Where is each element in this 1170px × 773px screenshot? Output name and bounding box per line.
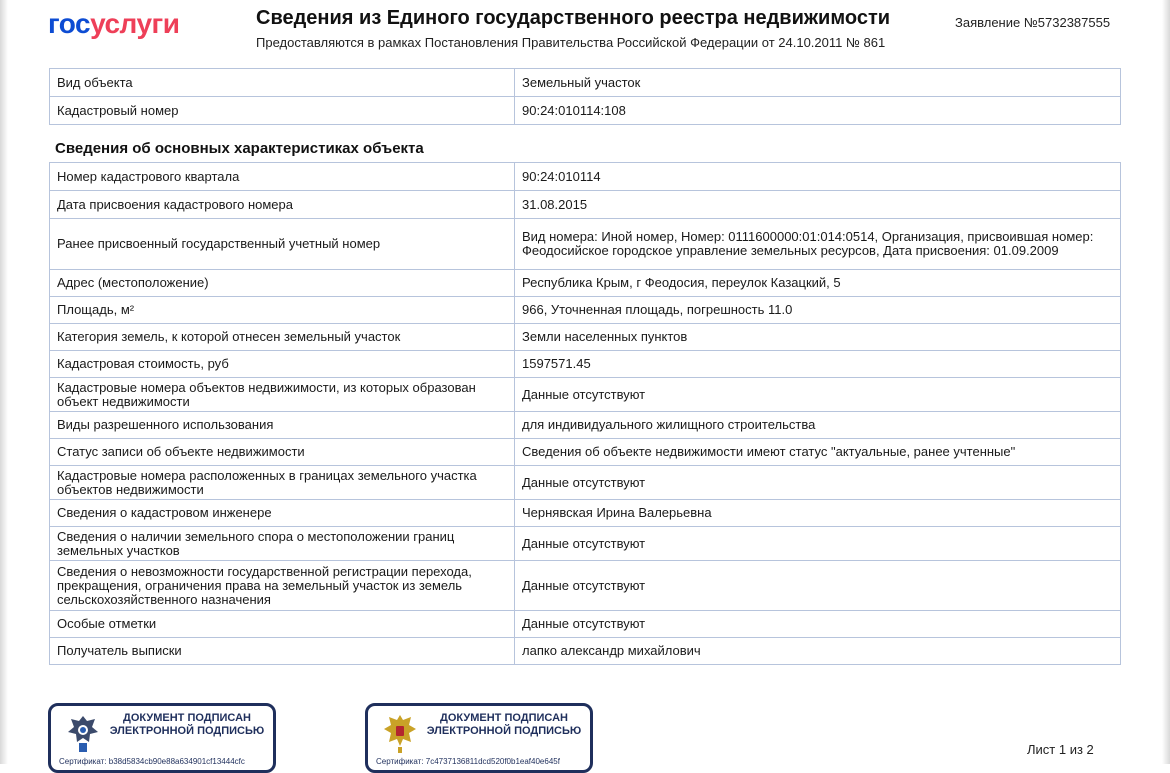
stamp-text: ДОКУМЕНТ ПОДПИСАН ЭЛЕКТРОННОЙ ПОДПИСЬЮ	[109, 712, 265, 737]
row-value: Данные отсутствуют	[515, 378, 1121, 412]
table-row	[50, 412, 1121, 439]
row-value: 1597571.45	[515, 351, 1121, 378]
table-row	[50, 219, 1121, 270]
row-label: Сведения о наличии земельного спора о местоположении границ земельных участков	[50, 527, 515, 561]
rosreestr-emblem-icon	[65, 712, 101, 756]
document-header	[0, 0, 1170, 62]
row-label: Особые отметки	[50, 611, 515, 638]
table-row	[50, 611, 1121, 638]
row-value: 90:24:010114:108	[515, 97, 1121, 125]
row-label: Площадь, м²	[50, 297, 515, 324]
section-title: Сведения об основных характеристиках объекта	[55, 140, 424, 157]
table-row	[50, 638, 1121, 665]
row-label: Номер кадастрового квартала	[50, 163, 515, 191]
row-label: Дата присвоения кадастрового номера	[50, 191, 515, 219]
table-row	[50, 561, 1121, 611]
row-value: Республика Крым, г Феодосия, переулок Казацкий, 5	[515, 270, 1121, 297]
row-label: Виды разрешенного использования	[50, 412, 515, 439]
document-subtitle: Предоставляются в рамках Постановления Правительства Российской Федерации от 24.10.2011 № 861	[256, 35, 886, 50]
table-row	[50, 351, 1121, 378]
row-value: лапко александр михайлович	[515, 638, 1121, 665]
certificate-id: Сертификат: 7c4737136811dcd520f0b1eaf40e645f	[376, 757, 560, 766]
row-label: Статус записи об объекте недвижимости	[50, 439, 515, 466]
logo-part-uslugi: услуги	[90, 8, 180, 39]
table-row	[50, 378, 1121, 412]
row-label: Кадастровые номера объектов недвижимости, из которых образован объект недвижимости	[50, 378, 515, 412]
gosuslugi-logo	[48, 8, 179, 40]
row-value: Сведения об объекте недвижимости имеют статус "актуальные, ранее учтенные"	[515, 439, 1121, 466]
stamp-text: ДОКУМЕНТ ПОДПИСАН ЭЛЕКТРОННОЙ ПОДПИСЬЮ	[426, 712, 582, 737]
table-row	[50, 500, 1121, 527]
table-row	[50, 324, 1121, 351]
row-label: Кадастровая стоимость, руб	[50, 351, 515, 378]
row-label: Категория земель, к которой отнесен земельный участок	[50, 324, 515, 351]
row-value: 31.08.2015	[515, 191, 1121, 219]
russian-coat-of-arms-icon	[382, 712, 418, 756]
row-value: 966, Уточненная площадь, погрешность 11.0	[515, 297, 1121, 324]
row-value: Данные отсутствуют	[515, 527, 1121, 561]
logo-part-gos: гос	[48, 8, 91, 39]
characteristics-table	[49, 162, 1121, 665]
table-row	[50, 527, 1121, 561]
table-row	[50, 466, 1121, 500]
page-indicator: Лист 1 из 2	[1027, 742, 1094, 757]
table-row	[50, 97, 1121, 125]
row-value: Земельный участок	[515, 69, 1121, 97]
row-label: Вид объекта	[50, 69, 515, 97]
row-value: Данные отсутствуют	[515, 561, 1121, 611]
row-value: 90:24:010114	[515, 163, 1121, 191]
row-label: Ранее присвоенный государственный учетный номер	[50, 219, 515, 270]
page-shadow-left	[0, 0, 8, 764]
table-row	[50, 439, 1121, 466]
row-value: Данные отсутствуют	[515, 611, 1121, 638]
table-row	[50, 297, 1121, 324]
row-label: Получатель выписки	[50, 638, 515, 665]
page-shadow-right	[1162, 0, 1170, 764]
row-label: Адрес (местоположение)	[50, 270, 515, 297]
row-value: для индивидуального жилищного строительства	[515, 412, 1121, 439]
row-value: Чернявская Ирина Валерьевна	[515, 500, 1121, 527]
row-label: Кадастровый номер	[50, 97, 515, 125]
e-signature-stamp	[365, 703, 593, 773]
row-value: Вид номера: Иной номер, Номер: 0111600000:01:014:0514, Организация, присвоившая номер: Феодосийское городское управление земельных ресурсов, Дата присвоения: 01.09.2009	[515, 219, 1121, 270]
row-value: Земли населенных пунктов	[515, 324, 1121, 351]
row-value: Данные отсутствуют	[515, 466, 1121, 500]
document-title: Сведения из Единого государственного реестра недвижимости	[256, 7, 891, 29]
table-row	[50, 163, 1121, 191]
e-signature-stamp	[48, 703, 276, 773]
object-table	[49, 68, 1121, 125]
certificate-id: Сертификат: b38d5834cb90e88a634901cf13444cfc	[59, 757, 245, 766]
application-number: Заявление №5732387555	[955, 15, 1111, 30]
table-row	[50, 69, 1121, 97]
table-row	[50, 270, 1121, 297]
row-label: Кадастровые номера расположенных в границах земельного участка объектов недвижимости	[50, 466, 515, 500]
table-row	[50, 191, 1121, 219]
row-label: Сведения о кадастровом инженере	[50, 500, 515, 527]
row-label: Сведения о невозможности государственной регистрации перехода, прекращения, ограничения права на земельный участок из земель сельскохозяйственного назначения	[50, 561, 515, 611]
